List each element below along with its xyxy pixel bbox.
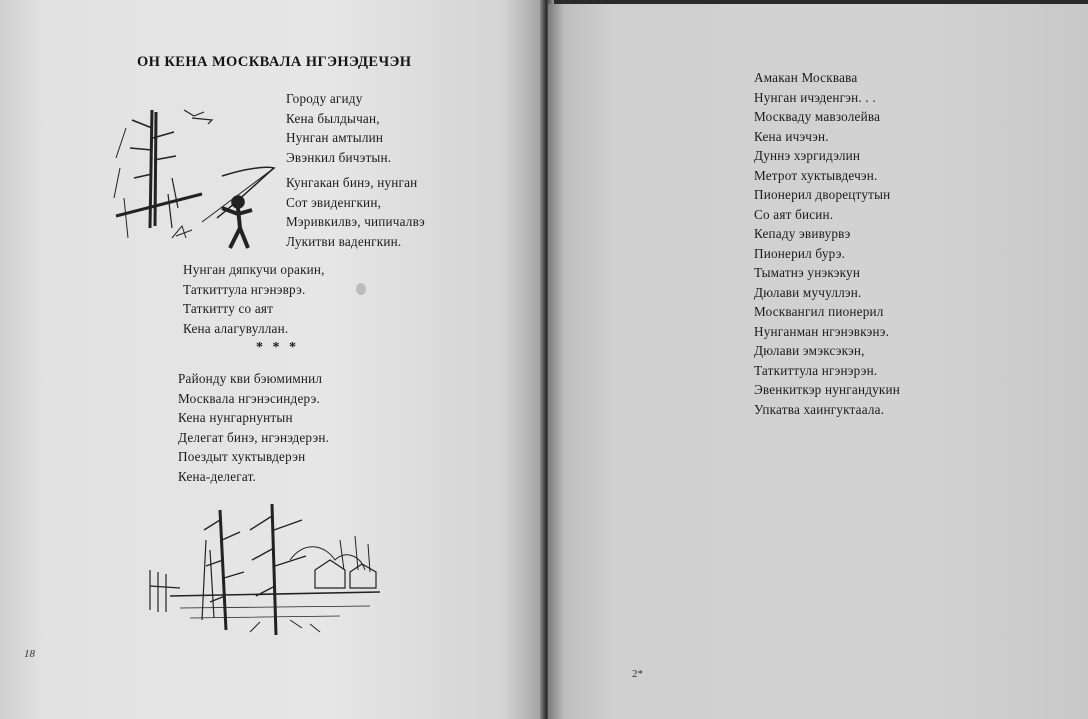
poem-line: Дюлави мучуллэн. <box>754 284 862 300</box>
poem-line: Таткиттула нгэнэврэ. <box>183 281 306 297</box>
poem-line: Пионерил дворецтутын <box>754 187 891 202</box>
poem-line: Со аят бисин. <box>754 206 834 222</box>
poem-line: Поездыт хуктывдерэн <box>178 449 306 465</box>
stanza-1 <box>286 89 391 167</box>
poem-line: Районду кви бэюмимнил <box>178 371 323 386</box>
page-number: 18 <box>24 648 35 660</box>
poem-line: Нунган дяпкучи оракин, <box>183 262 325 277</box>
poem-line: Метрот хуктывдечэн. <box>754 167 878 183</box>
poem-line: Москвангил пионерил <box>754 304 884 319</box>
poem-line: Кена ичэчэн. <box>754 128 829 144</box>
paper-stain <box>356 283 366 295</box>
stanza-separator: * * * <box>256 340 299 355</box>
poem-line: Тыматнэ унэкэкун <box>754 265 861 280</box>
poem-line: Кена нунгарнунтын <box>178 410 293 426</box>
poem-line: Упкатва хаингуктаала. <box>754 401 885 417</box>
poem-line: Таткиттула нгэнэрэн. <box>754 362 878 378</box>
stanza-4 <box>178 369 329 487</box>
poem-line: Москвала нгэнэсиндерэ. <box>178 390 320 406</box>
poem-line: Нунган ичэденгэн. . . <box>754 89 876 105</box>
poem-line: Городу агиду <box>286 91 363 106</box>
poem-line: Пионерил бурэ. <box>754 245 846 261</box>
poem-line: Кепаду эвивурвэ <box>754 226 851 241</box>
poem-line: Нунган амтылин <box>286 130 384 146</box>
poem-line: Мэривкилвэ, чипичалвэ <box>286 214 425 230</box>
poem-line: Кунгакан бинэ, нунган <box>286 175 418 190</box>
right-stanza <box>754 68 900 419</box>
poem-line: Москваду мавзолейва <box>754 109 881 124</box>
poem-line: Амакан Москвава <box>754 70 858 85</box>
stanza-3 <box>183 260 325 338</box>
poem-title: ОН КЕНА МОСКВАЛА НГЭНЭДЕЧЭН <box>137 54 412 70</box>
poem-line: Эвенкиткэр нунгандукин <box>754 382 901 397</box>
forest-village-illustration <box>140 500 390 640</box>
right-page <box>548 4 1088 719</box>
poem-line: Лукитви ваденгкин. <box>286 233 402 249</box>
signature-mark: 2* <box>632 668 643 680</box>
poem-line: Таткитту со аят <box>183 301 274 317</box>
poem-line: Кена-делегат. <box>178 468 257 484</box>
poem-line: Эвэнкил бичэтын. <box>286 149 392 165</box>
poem-line: Делегат бинэ, нгэнэдерэн. <box>178 429 330 445</box>
hunter-with-bow-illustration <box>112 98 282 256</box>
poem-line: Нунганман нгэнэвкэнэ. <box>754 323 890 339</box>
poem-line: Кена былдычан, <box>286 110 380 126</box>
poem-line: Дюлави эмэксэкэн, <box>754 343 865 358</box>
poem-line: Дуннэ хэргидэлин <box>754 148 861 163</box>
poem-line: Кена алагувуллан. <box>183 320 289 336</box>
stanza-2 <box>286 173 425 251</box>
poem-line: Сот эвиденгкин, <box>286 194 382 210</box>
